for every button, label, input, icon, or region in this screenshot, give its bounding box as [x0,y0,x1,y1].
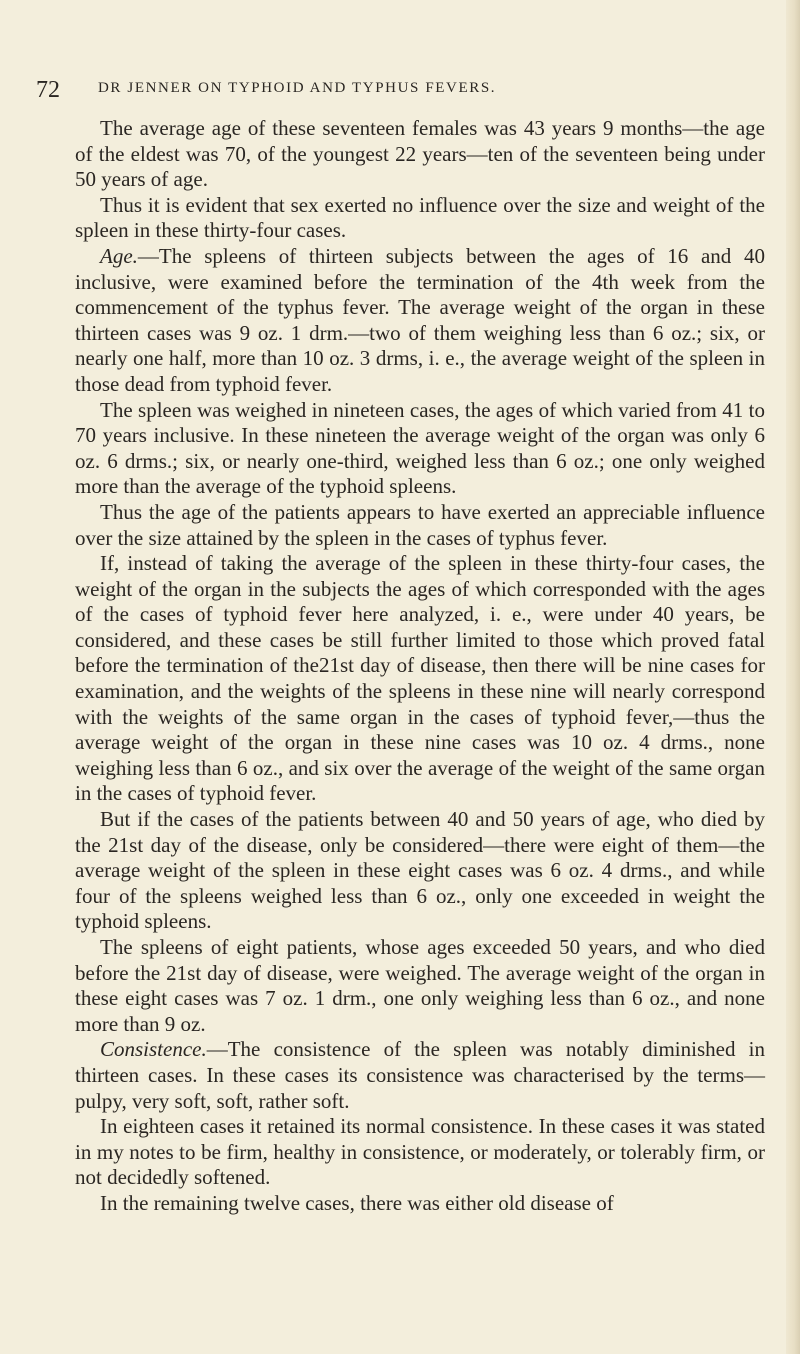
paragraph-remaining-cases [75,1191,765,1217]
paragraph-text: Thus the age of the patients appears to have exerted an appreciable influence over the size attained by the spleen in the cases of typhus fever. [75,499,765,550]
paragraph-text: In eighteen cases it retained its normal consistence. In these cases it was stated in my notes to be firm, healthy in consistence, or moderately, or tolerably firm, or not decidedly softened. [75,1114,765,1190]
paragraph-text: But if the cases of the patients between 40 and 50 years of age, who died by the 21st day of the disease, only be considered—there were eight of them—the average weight of the spleen in these eight cases was 6 oz. 4 drms., and while four of the spleens weighed less than 6 oz., only one exceeded in weight the typhoid spleens. [75,807,765,934]
page-number: 72 [36,77,60,103]
paragraph-text: —The spleens of thirteen subjects between the ages of 16 and 40 inclusive, were examined before the termination of the 4th week from the commencement of the typhus fever. The average weight of the organ in these thirteen cases was 9 oz. 1 drm.—two of them weighing less than 6 oz.; six, or nearly one half, more than 10 oz. 3 drms, i. e., the average weight of the spleen in those dead from typhoid fever. [75,243,765,396]
paragraph-age-section [75,244,765,398]
paragraph-eighteen-cases [75,1114,765,1191]
section-heading-consistence: Consistence. [100,1037,207,1062]
paragraph-text: In the remaining twelve cases, there was either old disease of [100,1190,614,1215]
paragraph-text: Thus it is evident that sex exerted no influence over the size and weight of the spleen in these thirty-four cases. [75,192,765,243]
paragraph-text: The spleen was weighed in nineteen cases, the ages of which varied from 41 to 70 years inclusive. In these nineteen the average weight of the organ was only 6 oz. 6 drms.; six, or nearly one-third, weighed less than 6 oz.; one only weighed more than the average of the typhoid spleens. [75,397,765,499]
paragraph-over-fifty [75,935,765,1037]
paragraph-sex-conclusion [75,193,765,244]
paragraph-females-age [75,116,765,193]
paragraph-forty-to-fifty [75,807,765,935]
paragraph-consistence-section [75,1037,765,1114]
paragraph-nineteen-cases [75,398,765,500]
paragraph-text: If, instead of taking the average of the spleen in these thirty-four cases, the weight of the organ in the subjects the ages of which corresponded with the ages of the cases of typhoid fever here analyzed, i. e., were under 40 years, be considered, and these cases be still further limited to those which proved fatal before the termination of the21st day of disease, then there will be nine cases for examination, and the weights of the spleens in these nine will nearly correspond with the weights of the same organ in the cases of typhoid fever,—thus the average weight of the organ in these nine cases was 10 oz. 4 drms., none weighing less than 6 oz., and six over the average of the weight of the same organ in the cases of typhoid fever. [75,551,765,806]
paragraph-text: The spleens of eight patients, whose ages exceeded 50 years, and who died before the 21st day of disease, were weighed. The average weight of the organ in these eight cases was 7 oz. 1 drm., one only weighing less than 6 oz., and none more than 9 oz. [75,935,765,1036]
running-head: DR JENNER ON TYPHOID AND TYPHUS FEVERS. [98,80,497,96]
body-text [75,116,765,1217]
paragraph-nine-cases [75,551,765,807]
paragraph-text: —The consistence of the spleen was notably diminished in thirteen cases. In these cases its consistence was characterised by the terms—pulpy, very soft, soft, rather soft. [75,1037,765,1113]
paragraph-text: The average age of these seventeen females was 43 years 9 months—the age of the eldest was 70, of the youngest 22 years—ten of the seventeen being under 50 years of age. [75,116,765,192]
page-edge-shadow [786,0,800,1354]
paragraph-age-influence [75,500,765,551]
section-heading-age: Age. [100,243,138,268]
